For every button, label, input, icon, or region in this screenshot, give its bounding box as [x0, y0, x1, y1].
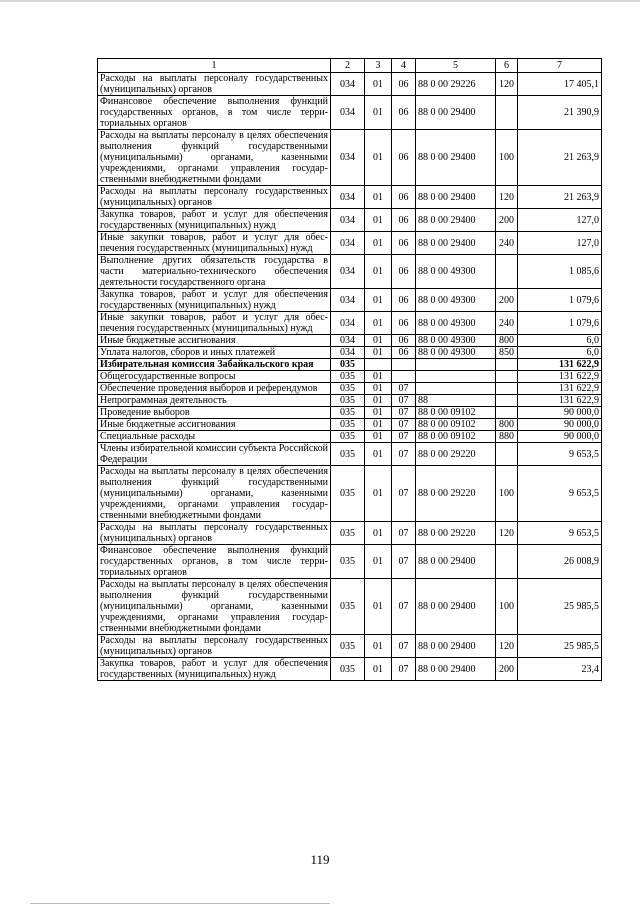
cell-name: Выполнение других обязательств государства в части материально-технического обеспечения деятельности государственного органа — [98, 255, 331, 289]
cell-sum: 25 985,5 — [518, 579, 602, 635]
cell-pr: 07 — [392, 522, 416, 545]
cell-vr: 240 — [496, 232, 518, 255]
cell-name: Специальные расходы — [98, 431, 331, 443]
cell-rz: 01 — [365, 522, 392, 545]
cell-csr: 88 0 00 49300 — [416, 255, 496, 289]
cell-name: Финансовое обеспечение выполнения функций государственных органов, в том числе территориальных органов — [98, 96, 331, 130]
table-row — [98, 443, 602, 466]
cell-vr: 100 — [496, 130, 518, 186]
cell-pr: 07 — [392, 407, 416, 419]
cell-gl: 034 — [331, 186, 365, 209]
cell-pr: 07 — [392, 431, 416, 443]
table-row — [98, 371, 602, 383]
cell-vr — [496, 371, 518, 383]
cell-name: Уплата налогов, сборов и иных платежей — [98, 347, 331, 359]
cell-rz: 01 — [365, 545, 392, 579]
cell-pr: 07 — [392, 658, 416, 681]
cell-rz: 01 — [365, 209, 392, 232]
cell-csr — [416, 371, 496, 383]
cell-vr — [496, 407, 518, 419]
cell-vr — [496, 395, 518, 407]
cell-sum: 90 000,0 — [518, 419, 602, 431]
cell-rz: 01 — [365, 335, 392, 347]
cell-csr: 88 0 00 29400 — [416, 545, 496, 579]
cell-gl: 035 — [331, 371, 365, 383]
cell-rz: 01 — [365, 371, 392, 383]
cell-rz — [365, 359, 392, 371]
header-cell-gl: 2 — [331, 59, 365, 73]
table-row — [98, 347, 602, 359]
table-row — [98, 312, 602, 335]
cell-sum: 127,0 — [518, 232, 602, 255]
cell-csr: 88 0 00 29400 — [416, 232, 496, 255]
header-row — [98, 59, 602, 73]
table-row — [98, 186, 602, 209]
cell-sum: 9 653,5 — [518, 443, 602, 466]
cell-sum: 1 085,6 — [518, 255, 602, 289]
table-row — [98, 407, 602, 419]
cell-gl: 035 — [331, 383, 365, 395]
cell-rz: 01 — [365, 312, 392, 335]
cell-vr: 800 — [496, 419, 518, 431]
cell-name: Закупка товаров, работ и услуг для обеспечения государственных (муниципальных) нужд — [98, 209, 331, 232]
cell-pr: 06 — [392, 335, 416, 347]
table-row — [98, 466, 602, 522]
cell-rz: 01 — [365, 443, 392, 466]
table-row — [98, 522, 602, 545]
header-cell-rz: 3 — [365, 59, 392, 73]
cell-gl: 034 — [331, 312, 365, 335]
cell-pr: 06 — [392, 130, 416, 186]
cell-rz: 01 — [365, 579, 392, 635]
cell-sum: 1 079,6 — [518, 289, 602, 312]
cell-rz: 01 — [365, 466, 392, 522]
cell-csr: 88 0 00 49300 — [416, 335, 496, 347]
cell-name: Общегосударственные вопросы — [98, 371, 331, 383]
cell-csr — [416, 359, 496, 371]
cell-vr: 800 — [496, 335, 518, 347]
cell-rz: 01 — [365, 431, 392, 443]
cell-name: Иные закупки товаров, работ и услуг для обеспечения государственных (муниципальных) нужд — [98, 312, 331, 335]
cell-pr: 07 — [392, 395, 416, 407]
cell-csr: 88 0 00 29220 — [416, 522, 496, 545]
cell-csr: 88 0 00 29220 — [416, 466, 496, 522]
table-row — [98, 635, 602, 658]
cell-sum: 21 263,9 — [518, 186, 602, 209]
cell-pr: 07 — [392, 579, 416, 635]
cell-gl: 034 — [331, 335, 365, 347]
cell-pr: 06 — [392, 186, 416, 209]
cell-name: Иные бюджетные ассигнования — [98, 335, 331, 347]
cell-gl: 034 — [331, 73, 365, 96]
cell-pr: 06 — [392, 312, 416, 335]
cell-gl: 035 — [331, 466, 365, 522]
cell-name: Закупка товаров, работ и услуг для обеспечения государственных (муниципальных) нужд — [98, 289, 331, 312]
header-cell-name: 1 — [98, 59, 331, 73]
cell-name: Расходы на выплаты персоналу в целях обеспечения выполнения функций государственными (муниципальными) органами, казенными учреждениями, органами управления государственными внебюджетными фондами — [98, 130, 331, 186]
table-row — [98, 209, 602, 232]
table-row — [98, 431, 602, 443]
cell-vr — [496, 443, 518, 466]
table-row — [98, 232, 602, 255]
cell-csr: 88 0 00 29220 — [416, 443, 496, 466]
cell-vr: 200 — [496, 289, 518, 312]
cell-rz: 01 — [365, 383, 392, 395]
cell-gl: 034 — [331, 96, 365, 130]
cell-csr: 88 0 00 29400 — [416, 96, 496, 130]
cell-sum: 23,4 — [518, 658, 602, 681]
cell-gl: 035 — [331, 522, 365, 545]
cell-pr: 07 — [392, 635, 416, 658]
cell-pr: 07 — [392, 419, 416, 431]
table-row — [98, 96, 602, 130]
header-cell-csr: 5 — [416, 59, 496, 73]
cell-pr: 06 — [392, 73, 416, 96]
cell-rz: 01 — [365, 635, 392, 658]
page-number: 119 — [310, 852, 330, 867]
cell-rz: 01 — [365, 186, 392, 209]
cell-sum: 127,0 — [518, 209, 602, 232]
cell-csr: 88 0 00 09102 — [416, 419, 496, 431]
cell-rz: 01 — [365, 130, 392, 186]
cell-rz: 01 — [365, 96, 392, 130]
cell-sum: 21 390,9 — [518, 96, 602, 130]
cell-name: Члены избирательной комиссии субъекта Российской Федерации — [98, 443, 331, 466]
cell-pr: 06 — [392, 347, 416, 359]
cell-name: Расходы на выплаты персоналу государственных (муниципальных) органов — [98, 186, 331, 209]
table-row — [98, 419, 602, 431]
cell-vr: 120 — [496, 635, 518, 658]
cell-vr — [496, 359, 518, 371]
cell-vr: 100 — [496, 579, 518, 635]
cell-csr: 88 0 00 09102 — [416, 407, 496, 419]
table-row — [98, 130, 602, 186]
cell-sum: 131 622,9 — [518, 371, 602, 383]
cell-pr: 06 — [392, 232, 416, 255]
cell-csr — [416, 383, 496, 395]
cell-name: Иные закупки товаров, работ и услуг для обеспечения государственных (муниципальных) нужд — [98, 232, 331, 255]
cell-name: Избирательная комиссия Забайкальского края — [98, 359, 331, 371]
cell-rz: 01 — [365, 407, 392, 419]
cell-gl: 035 — [331, 407, 365, 419]
cell-name: Непрограммная деятельность — [98, 395, 331, 407]
table-body — [98, 73, 602, 681]
cell-name: Расходы на выплаты персоналу государственных (муниципальных) органов — [98, 635, 331, 658]
cell-vr: 850 — [496, 347, 518, 359]
bottom-rule — [30, 903, 330, 904]
header-cell-sum: 7 — [518, 59, 602, 73]
cell-sum: 9 653,5 — [518, 466, 602, 522]
cell-name: Расходы на выплаты персоналу в целях обеспечения выполнения функций государственными (муниципальными) органами, казенными учреждениями, органами управления государственными внебюджетными фондами — [98, 579, 331, 635]
budget-table — [97, 58, 602, 681]
cell-pr: 06 — [392, 289, 416, 312]
cell-sum: 131 622,9 — [518, 383, 602, 395]
table-row — [98, 73, 602, 96]
cell-rz: 01 — [365, 232, 392, 255]
cell-name: Расходы на выплаты персоналу государственных (муниципальных) органов — [98, 522, 331, 545]
cell-vr: 200 — [496, 658, 518, 681]
cell-gl: 034 — [331, 130, 365, 186]
cell-vr: 100 — [496, 466, 518, 522]
cell-sum: 131 622,9 — [518, 359, 602, 371]
cell-name: Обеспечение проведения выборов и референдумов — [98, 383, 331, 395]
cell-gl: 034 — [331, 289, 365, 312]
cell-gl: 035 — [331, 658, 365, 681]
cell-gl: 035 — [331, 395, 365, 407]
table-row — [98, 359, 602, 371]
table-row — [98, 289, 602, 312]
cell-csr: 88 0 00 49300 — [416, 312, 496, 335]
cell-sum: 90 000,0 — [518, 431, 602, 443]
cell-csr: 88 0 00 49300 — [416, 347, 496, 359]
cell-pr: 07 — [392, 466, 416, 522]
cell-sum: 90 000,0 — [518, 407, 602, 419]
cell-gl: 035 — [331, 443, 365, 466]
cell-gl: 034 — [331, 255, 365, 289]
cell-vr: 120 — [496, 522, 518, 545]
table-row — [98, 545, 602, 579]
cell-name: Проведение выборов — [98, 407, 331, 419]
cell-gl: 034 — [331, 232, 365, 255]
cell-name: Расходы на выплаты персоналу в целях обеспечения выполнения функций государственными (муниципальными) органами, казенными учреждениями, органами управления государственными внебюджетными фондами — [98, 466, 331, 522]
cell-gl: 035 — [331, 359, 365, 371]
cell-rz: 01 — [365, 419, 392, 431]
cell-sum: 131 622,9 — [518, 395, 602, 407]
cell-pr: 07 — [392, 545, 416, 579]
header-cell-pr: 4 — [392, 59, 416, 73]
cell-csr: 88 0 00 29400 — [416, 635, 496, 658]
cell-rz: 01 — [365, 289, 392, 312]
cell-pr — [392, 359, 416, 371]
cell-csr: 88 — [416, 395, 496, 407]
cell-vr — [496, 545, 518, 579]
cell-sum: 17 405,1 — [518, 73, 602, 96]
cell-gl: 035 — [331, 545, 365, 579]
cell-pr: 07 — [392, 443, 416, 466]
cell-csr: 88 0 00 29400 — [416, 209, 496, 232]
cell-rz: 01 — [365, 73, 392, 96]
cell-vr: 120 — [496, 73, 518, 96]
cell-gl: 035 — [331, 419, 365, 431]
table-row — [98, 395, 602, 407]
cell-pr: 06 — [392, 209, 416, 232]
cell-vr: 880 — [496, 431, 518, 443]
cell-gl: 035 — [331, 635, 365, 658]
cell-csr: 88 0 00 29226 — [416, 73, 496, 96]
cell-rz: 01 — [365, 347, 392, 359]
cell-rz: 01 — [365, 658, 392, 681]
cell-rz: 01 — [365, 395, 392, 407]
cell-sum: 6,0 — [518, 347, 602, 359]
cell-sum: 9 653,5 — [518, 522, 602, 545]
cell-sum: 21 263,9 — [518, 130, 602, 186]
cell-name: Расходы на выплаты персоналу государственных (муниципальных) органов — [98, 73, 331, 96]
cell-sum: 25 985,5 — [518, 635, 602, 658]
cell-vr: 240 — [496, 312, 518, 335]
cell-vr — [496, 255, 518, 289]
cell-name: Закупка товаров, работ и услуг для обеспечения государственных (муниципальных) нужд — [98, 658, 331, 681]
cell-gl: 034 — [331, 209, 365, 232]
cell-gl: 035 — [331, 431, 365, 443]
table-row — [98, 658, 602, 681]
cell-pr: 06 — [392, 255, 416, 289]
cell-sum: 6,0 — [518, 335, 602, 347]
table-row — [98, 383, 602, 395]
cell-name: Финансовое обеспечение выполнения функций государственных органов, в том числе территориальных органов — [98, 545, 331, 579]
cell-gl: 035 — [331, 579, 365, 635]
top-rule — [0, 0, 640, 2]
cell-gl: 034 — [331, 347, 365, 359]
table-row — [98, 255, 602, 289]
cell-pr: 06 — [392, 96, 416, 130]
cell-csr: 88 0 00 29400 — [416, 130, 496, 186]
cell-vr: 200 — [496, 209, 518, 232]
cell-csr: 88 0 00 29400 — [416, 186, 496, 209]
header-cell-vr: 6 — [496, 59, 518, 73]
cell-csr: 88 0 00 09102 — [416, 431, 496, 443]
cell-name: Иные бюджетные ассигнования — [98, 419, 331, 431]
cell-sum: 1 079,6 — [518, 312, 602, 335]
cell-csr: 88 0 00 49300 — [416, 289, 496, 312]
cell-pr: 07 — [392, 383, 416, 395]
cell-rz: 01 — [365, 255, 392, 289]
cell-sum: 26 008,9 — [518, 545, 602, 579]
table-row — [98, 579, 602, 635]
cell-csr: 88 0 00 29400 — [416, 658, 496, 681]
cell-pr — [392, 371, 416, 383]
table-row — [98, 335, 602, 347]
cell-vr — [496, 96, 518, 130]
cell-vr — [496, 383, 518, 395]
cell-csr: 88 0 00 29400 — [416, 579, 496, 635]
cell-vr: 120 — [496, 186, 518, 209]
